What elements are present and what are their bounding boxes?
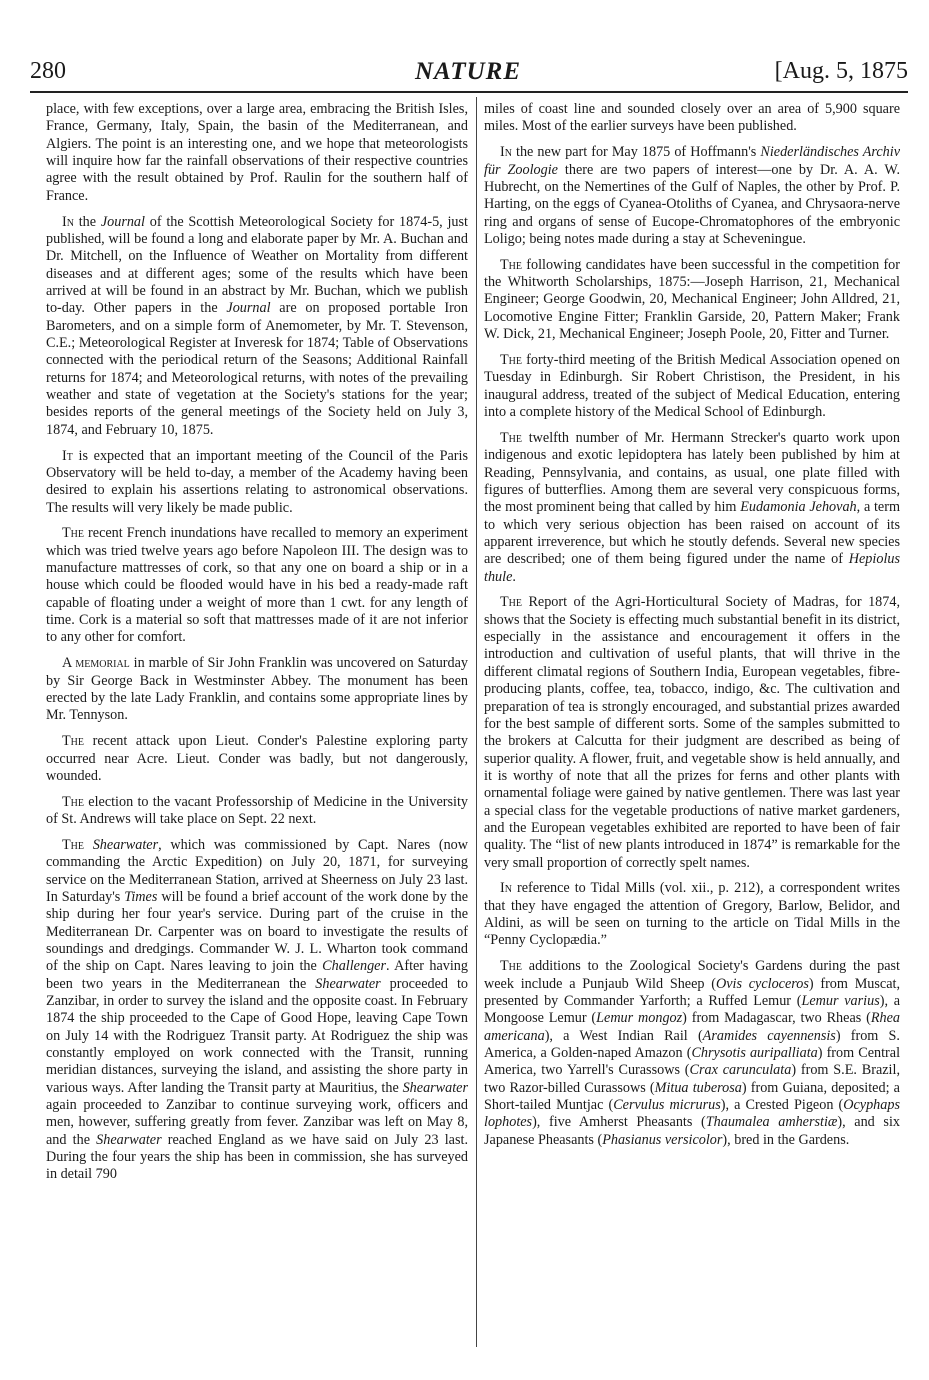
article-paragraph	[46, 794, 468, 829]
paragraph-text: ), five Amherst Pheasants (	[532, 1114, 706, 1131]
paragraph-text: reached England as we have said on July 23 last. During the four years the ship has been in commission, she has surveyed in detail 790	[46, 1131, 468, 1183]
right-column	[484, 101, 900, 1158]
article-paragraph	[484, 430, 900, 586]
paragraph-text: ) from S. America, a Golden-naped Amazon (	[484, 1027, 900, 1062]
paragraph-lead: In	[500, 880, 512, 897]
paragraph-text: of the Scottish Meteorological Society for 1874-5, just published, will be found a long and elaborate paper by Mr. A. Buchan and Dr. Mitchell, on the Influence of Weather on Mortality from different diseases and at different ages; some of the results which have been arrived at will be found in an abstract by Mr. Buchan, which we publish to-day. Other papers in the	[46, 213, 468, 317]
paragraph-text: forty-third meeting of the British Medical Association opened on Tuesday in Edinburgh. Sir Robert Christison, the President, in his inaugural address, treated of the subject of Medical Education, entering into a complete history of the Medical School of Edinburgh.	[484, 351, 900, 420]
italic-text: Journal	[100, 213, 145, 230]
article-paragraph	[46, 101, 468, 205]
paragraph-text: ), a Mongoose Lemur (	[484, 993, 900, 1027]
paragraph-lead: It	[62, 447, 73, 464]
italic-text: Crax carunculata	[689, 1062, 792, 1079]
italic-text: Eudamonia Jehovah	[740, 499, 857, 516]
article-paragraph	[46, 733, 468, 785]
paragraph-text: ) from Muscat, presented by Commander Yarforth; a Ruffed Lemur (	[484, 975, 901, 1009]
header-rule	[30, 91, 908, 93]
paragraph-lead: The	[500, 429, 522, 446]
paragraph-text: there are two papers of interest—one by Dr. A. A. W. Hubrecht, on the Nemertines of the Gulf of Naples, the other by Prof. P. Harting, on the eggs of Cyanea-Otoliths of Cyanea, and Chrysaora-nerve ring and organs of sense of Eucope-Chromatophores of the embryonic Loligo; being notes made during a stay at Scheveningue.	[484, 161, 900, 247]
paragraph-text: ) from Guiana, deposited; a Short-tailed Muntjac (	[484, 1079, 900, 1114]
issue-date: [Aug. 5, 1875	[774, 58, 908, 84]
italic-text: Phasianus versicolor	[602, 1131, 723, 1148]
italic-text: Ocyphaps lophotes	[484, 1097, 900, 1131]
paragraph-lead: The	[62, 836, 84, 853]
paragraph-text: reference to Tidal Mills (vol. xii., p. 212), a correspondent writes that they have engaged the attention of Gregory, Barlow, Belidor, and Aldini, as will be seen on turning to the article on Tidal Mills in the “Penny Cyclopædia.”	[484, 880, 900, 949]
paragraph-text: , which was commissioned by Capt. Nares (now commanding the Arctic Expedition) on July 20, 1871, for surveying service on the Mediterranean Station, arrived at Sheerness on July 23 last. In Saturday's	[46, 836, 469, 905]
italic-text: Niederländisches Archiv für Zoologie	[484, 144, 900, 178]
paragraph-text: ) from Madagascar, two Rheas (	[682, 1010, 871, 1027]
article-paragraph	[46, 525, 468, 646]
paragraph-text: will be found a brief account of the work done by the ship during her four year's service. During part of the cruise in the Mediterranean Dr. Carpenter was on board to investigate the results of soundings and dredgings. Commander W. J. L. Wharton took command of the ship on Capt. Nares leaving to join the	[46, 888, 469, 975]
article-paragraph	[484, 958, 900, 1149]
italic-text: Lemur mongoz	[596, 1010, 683, 1027]
paragraph-lead: In	[62, 213, 74, 230]
paragraph-text: , a term to which very serious objection has been raised on account of its apparent irreverence, but which he stoutly defends. Several new species are described; one of them being figured under the name of	[484, 499, 900, 568]
article-paragraph	[484, 880, 900, 949]
paragraph-text: place, with few exceptions, over a large area, embracing the British Isles, France, Germany, Italy, Spain, the basin of the Mediterranean, and Algiers. The point is an interesting one, and we hope that meteorologists will inquire how far the rainfall observations of their respective countries agree with the result obtained by Prof. Raulin for the southern half of France.	[46, 101, 468, 204]
paragraph-text: the	[73, 213, 101, 230]
paragraph-lead: The	[500, 256, 522, 273]
italic-text: Challenger	[322, 958, 386, 975]
paragraph-text: ) from Central America, two Yarrell's Curassows (	[484, 1045, 901, 1079]
paragraph-text: ) from S.E. Brazil, two Razor-billed Curassows (	[484, 1062, 900, 1096]
paragraph-lead: The	[500, 594, 522, 611]
paragraph-text: proceeded to Zanzibar, in order to survey the island and the opposite coast. In February 1874 the ship proceeded to the Cape of Good Hope, leaving Cape Town on July 14 with the Rodriguez Transit party. At Rodriguez the ship was constantly employed on work connected with the Transit, running meridian distances, surveying the island, and assisting the shore party in various ways. After landing the Transit party at Mauritius, the	[46, 975, 468, 1096]
paragraph-text: ), a Crested Pigeon (	[720, 1097, 844, 1114]
paragraph-text: election to the vacant Professorship of Medicine in the University of St. Andrews will take place on Sept. 22 next.	[46, 793, 468, 828]
article-paragraph	[484, 144, 900, 248]
italic-text: Times	[124, 888, 158, 905]
article-paragraph	[484, 101, 900, 136]
italic-text: Chrysotis auripalliata	[691, 1045, 818, 1062]
italic-text: Lemur varius	[801, 993, 880, 1009]
paragraph-text: additions to the Zoological Society's Gardens during the past week include a Punjaub Wild Sheep (	[484, 958, 900, 992]
journal-title: NATURE	[414, 58, 522, 85]
article-paragraph	[484, 352, 900, 421]
paragraph-text: . After having been two years in the Mediterranean the	[46, 958, 468, 992]
paragraph-text: following candidates have been successful in the competition for the Whitworth Scholarships, 1875:—Joseph Harrison, 21, Mechanical Engineer; George Goodwin, 20, Mechanical Engineer; John Alldred, 21, Locomotive Engine Fitter; Franklin Garside, 20, Pattern Maker; Frank W. Dick, 21, Mechanical Engineer; Joseph Poole, 20, Fitter and Turner.	[484, 256, 900, 343]
paragraph-text: recent French inundations have recalled to memory an experiment which was tried twelve years ago before Napoleon III. The design was to manufacture mattresses of cork, so that any one on board a ship or in a house which could be flooded would have in his bed a ready-made raft capable of floating under a weight of more than 1 cwt. for any length of time. Cork is a material so soft that mattresses made of it are not inferior to any other for comfort.	[46, 525, 468, 646]
paragraph-text: .	[512, 568, 516, 585]
paragraph-text: ), bred in the Gardens.	[722, 1131, 850, 1148]
paragraph-text: twelfth number of Mr. Hermann Strecker's quarto work upon indigenous and exotic lepidoptera has lately been published by him at Reading, Pennsylvania, and contains, as usual, one plate filled with figures of butterflies. Among them are several very conspicuous forms, the most prominent being that called by him	[484, 429, 900, 516]
paragraph-text	[84, 837, 93, 853]
italic-text: Ovis cycloceros	[715, 975, 809, 992]
paragraph-lead: The	[500, 351, 522, 368]
paragraph-text: again proceeded to Zanzibar to continue surveying work, officers and men, however, suffering greatly from fever. Zanzibar was left on May 8, and the	[46, 1097, 468, 1148]
page-number: 280	[30, 58, 66, 84]
column-divider	[476, 97, 477, 1347]
paragraph-lead: The	[62, 793, 84, 810]
paragraph-text: is expected that an important meeting of the Council of the Paris Observatory will be held to-day, a member of the Academy having been desired to explain his assertions relating to astronomical observations. The results will very likely be made public.	[46, 447, 468, 516]
paragraph-text: Report of the Agri-Horticultural Society of Madras, for 1874, shows that the Society is effecting much substantial benefit in its district, especially in the assistance and encouragement it offers in the introduction and cultivation of useful plants, that will thrive in the different climatal regions of Southern India, European vegetables, fibre-producing plants, coffee, tea, tobacco, indigo, &c. The cultivation and preparation of tea is strongly encouraged, and substantial prizes awarded for the best sample of different sorts. Some of the samples submitted to the brokers at Calcutta for their judgment are described as being of superior quality. A flower, fruit, and vegetable show is held annually, and it is worthy of note that all the prizes for ferns and other plants with ornamental foliage were gained by native gentlemen. There was last year a special class for the vegetable productions of native market gardeners, and the European vegetables exhibited are reported to have been of fair quality. The “list of new plants introduced in 1874” is remarkable for the very small proportion of correctly spelt names.	[484, 594, 900, 871]
italic-text: Mitua tuberosa	[654, 1079, 742, 1096]
article-paragraph	[46, 214, 468, 439]
paragraph-lead: A memorial	[62, 655, 130, 672]
paragraph-lead: The	[500, 958, 522, 975]
article-paragraph	[46, 837, 468, 1184]
paragraph-text: in marble of Sir John Franklin was uncovered on Saturday by Sir George Back in Westminster Abbey. The monument has been erected by the late Lady Franklin, and contains some appropriate lines by Mr. Tennyson.	[46, 655, 469, 724]
article-paragraph	[484, 257, 900, 344]
left-column	[46, 101, 468, 1192]
paragraph-text: ), a West Indian Rail (	[544, 1027, 703, 1044]
italic-text: Aramides cayennensis	[702, 1027, 836, 1044]
paragraph-lead: In	[500, 144, 512, 161]
article-paragraph	[46, 448, 468, 517]
article-paragraph	[46, 655, 468, 724]
article-paragraph	[484, 594, 900, 872]
paragraph-text: recent attack upon Lieut. Conder's Palestine exploring party occurred near Acre. Lieut. Conder was badly, but not dangerously, wounded.	[46, 733, 468, 784]
italic-text: Thaumalea amherstiæ	[705, 1114, 838, 1131]
paragraph-text: miles of coast line and sounded closely over an area of 5,900 square miles. Most of the earlier surveys have been published.	[484, 101, 900, 135]
italic-text: Cervulus micrurus	[613, 1097, 721, 1114]
italic-text: Hepiolus thule	[484, 551, 900, 585]
italic-text: Rhea americana	[484, 1010, 900, 1044]
italic-text: Shearwater	[402, 1079, 468, 1096]
paragraph-lead: The	[62, 733, 84, 750]
italic-text: Shearwater	[92, 836, 159, 853]
paragraph-text: the new part for May 1875 of Hoffmann's	[511, 144, 761, 161]
page-header	[28, 58, 908, 90]
italic-text: Shearwater	[96, 1131, 162, 1148]
paragraph-text: are on proposed portable Iron Barometers, and on a simple form of Anemometer, by Mr. T. Stevenson, C.E.; Meteorological Register at Inveresk for 1874; Table of Observations connected with the periodical return of the Seasons; Additional Rainfall returns for 1874; and Meteorological returns, with notes of the prevailing weather and state of vegetation at the Society's stations for the year; besides reports of the general meetings of the Society held on July 3, 1874, and February 10, 1875.	[46, 300, 468, 438]
italic-text: Journal	[226, 300, 271, 317]
paragraph-lead: The	[62, 525, 84, 542]
paragraph-text: ), and six Japanese Pheasants (	[484, 1114, 900, 1148]
italic-text: Shearwater	[315, 975, 381, 992]
